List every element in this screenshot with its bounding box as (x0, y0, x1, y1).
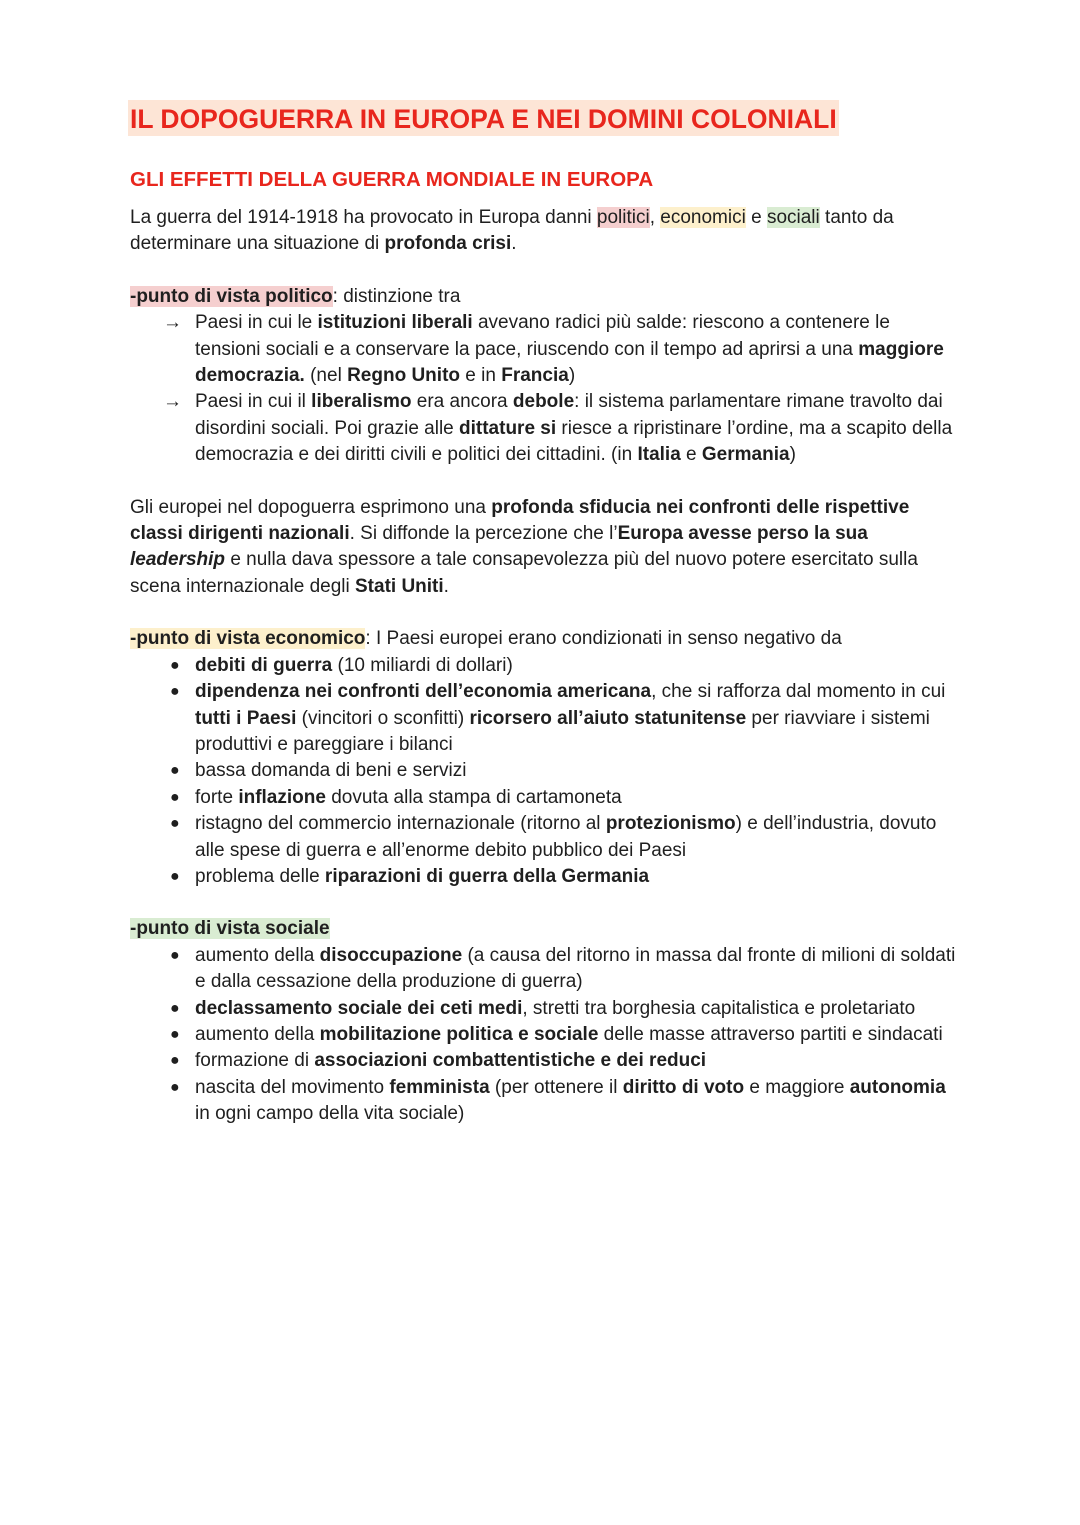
bullet-icon: ● (170, 815, 180, 833)
document-page (130, 100, 960, 1128)
list-item: ● dipendenza nei confronti dell’economia americana, che si rafforza dal momento in cui tutti i Paesi (vincitori o sconfitti) ricorsero all’aiuto statunitense per riavviare i sistemi produttivi e pareggiare i bilanci (170, 681, 946, 755)
social-heading-line (130, 916, 960, 942)
list-item: ● formazione di associazioni combattentistiche e dei reduci (130, 1048, 960, 1074)
bullet-icon: ● (170, 1025, 180, 1043)
economic-section (130, 626, 960, 890)
economic-heading: -punto di vista economico (130, 628, 366, 650)
bullet-icon: ● (170, 867, 180, 885)
political-section (130, 284, 960, 469)
bullet-icon: ● (170, 1078, 180, 1096)
bullet-icon: ● (170, 999, 180, 1017)
social-list (130, 943, 960, 1128)
bullet-icon: ● (170, 1052, 180, 1070)
list-item: → Paesi in cui le istituzioni liberali avevano radici più salde: riescono a contenere le tensioni sociali e a conservare la pace, riuscendo con il tempo ad aprirsi a una maggiore democrazia. (nel Regno Unito e in Francia) (163, 312, 944, 387)
political-heading: -punto di vista politico (130, 285, 333, 307)
europe-paragraph: Gli europei nel dopoguerra esprimono una profonda sfiducia nei confronti delle rispettive classi dirigenti nazionali. Si diffonde la percezione che l’Europa avesse perso la sua leadership e nulla dava spessore a tale consapevolezza più del nuovo potere esercitato sulla scena internazionale degli Stati Uniti. (130, 496, 918, 597)
intro-paragraph: La guerra del 1914-1918 ha provocato in Europa danni politici, economici e sociali tanto da determinare una situazione di profonda crisi. (130, 207, 894, 255)
highlight-sociali: sociali (766, 207, 820, 228)
highlight-economici: economici (660, 207, 746, 228)
bullet-icon: ● (170, 788, 180, 806)
bullet-icon: ● (170, 656, 180, 674)
list-item: ● nascita del movimento femminista (per ottenere il diritto di voto e maggiore autonomia in ogni campo della vita sociale) (170, 1076, 946, 1125)
list-item: ● debiti di guerra (10 miliardi di dollari) (130, 653, 960, 679)
highlight-politici: politici (596, 207, 650, 228)
list-item: ● bassa domanda di beni e servizi (130, 758, 960, 784)
economic-heading-line: -punto di vista economico: I Paesi europei erano condizionati in senso negativo da (130, 628, 842, 650)
social-heading: -punto di vista sociale (130, 918, 330, 940)
list-item: ● ristagno del commercio internazionale (ritorno al protezionismo) e dell’industria, dovuto alle spese di guerra e all’enorme debito pubblico dei Paesi (170, 813, 937, 861)
social-section (130, 916, 960, 1127)
bullet-icon: ● (170, 762, 180, 780)
list-item: ● declassamento sociale dei ceti medi, stretti tra borghesia capitalistica e proletariato (130, 996, 960, 1022)
political-list (130, 310, 960, 468)
arrow-icon: → (163, 312, 182, 334)
bullet-icon: ● (170, 683, 180, 701)
bullet-icon: ● (170, 946, 180, 964)
section-subtitle: GLI EFFETTI DELLA GUERRA MONDIALE IN EUROPA (130, 168, 654, 191)
economic-list (130, 653, 960, 891)
list-item: ● forte inflazione dovuta alla stampa di cartamoneta (130, 785, 960, 811)
page-title: IL DOPOGUERRA IN EUROPA E NEI DOMINI COLONIALI (128, 100, 839, 136)
political-heading-line: -punto di vista politico: distinzione tra (130, 285, 461, 307)
list-item: → Paesi in cui il liberalismo era ancora debole: il sistema parlamentare rimane travolto dai disordini sociali. Poi grazie alle dittature si riesce a ripristinare l’ordine, ma a scapito della democrazia e dei diritti civili e politici dei cittadini. (in Italia e Germania) (163, 391, 953, 466)
list-item: ● aumento della disoccupazione (a causa del ritorno in massa dal fronte di milioni di soldati e dalla cessazione della produzione di guerra) (170, 944, 956, 993)
arrow-icon: → (163, 391, 182, 413)
list-item: ● aumento della mobilitazione politica e sociale delle masse attraverso partiti e sindacati (130, 1022, 960, 1048)
list-item: ● problema delle riparazioni di guerra della Germania (130, 864, 960, 890)
